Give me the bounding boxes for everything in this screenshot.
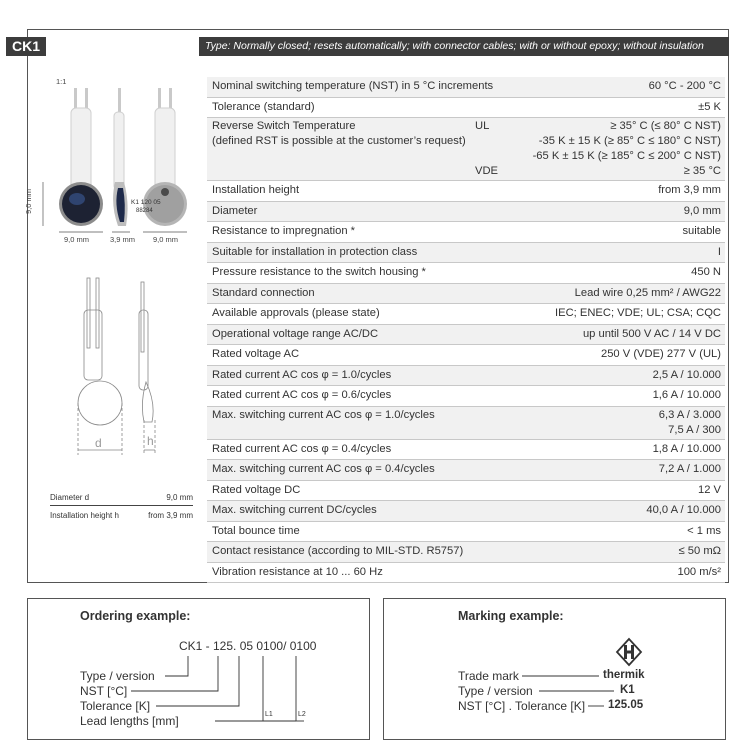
spec-label [207, 118, 475, 180]
scale-label: 1:1 [56, 77, 67, 86]
spec-label [207, 407, 659, 439]
spec-label: Contact resistance (according to MIL-STD. R5757) [212, 545, 464, 557]
ordering-line-type: Type / version [80, 669, 155, 683]
type-description-bar: Type: Normally closed; resets automatically; with connector cables; with or without epoxy; without insulation [199, 37, 729, 56]
spec-value: ≤ 50 mΩ [678, 545, 721, 557]
height-dimension-label: 9,0 mm [24, 188, 33, 214]
dims-label: Installation height h [50, 511, 119, 520]
spec-label: Available approvals (please state) [212, 307, 380, 319]
spec-row [207, 98, 725, 119]
spec-value [659, 407, 725, 439]
spec-value: 2,5 A / 10.000 [652, 368, 721, 381]
spec-label: Rated current AC cos φ = 0.4/cycles [212, 442, 392, 455]
spec-row [207, 263, 725, 284]
spec-row [207, 243, 725, 264]
marking-title: Marking example: [458, 609, 564, 623]
rst-value-4: ≥ 35 °C [683, 165, 721, 177]
spec-value: I [717, 245, 721, 258]
spec-value: < 1 ms [687, 524, 721, 537]
ul-marker: UL [475, 120, 490, 132]
ordering-line-lead: Lead lengths [mm] [80, 714, 179, 728]
rst-value-1: ≥ 35° C (≤ 80° C NST) [610, 120, 721, 132]
side-width-label: 3,9 mm [110, 235, 136, 244]
spec-label: Rated current AC cos φ = 0.6/cycles [212, 389, 392, 401]
ordering-line-tolerance: Tolerance [K] [80, 699, 151, 713]
spec-value: 12 V [697, 483, 721, 496]
spec-value: Lead wire 0,25 mm² / AWG22 [574, 286, 721, 299]
spec-row [207, 77, 725, 98]
l2-marker: L2 [298, 711, 306, 718]
spec-value: 100 m/s² [677, 565, 721, 578]
vde-marker: VDE [475, 165, 499, 177]
spec-label-text: Max. switching current AC cos φ = 1.0/cycles [212, 408, 435, 421]
spec-label: Max. switching current DC/cycles [212, 504, 377, 516]
product-tag: CK1 [6, 37, 46, 56]
spec-row [207, 325, 725, 346]
marking-label-nst: NST [°C] . Tolerance [K] [458, 699, 586, 713]
spec-label: Resistance to impregnation * [212, 225, 356, 237]
spec-value-2: 7,5 A / 300 [668, 423, 721, 436]
marking-example-box [383, 598, 726, 740]
spec-value: 1,8 A / 10.000 [652, 442, 721, 455]
marking-connector-lines [384, 599, 727, 741]
marking-value-nst: 125.05 [608, 699, 644, 711]
spec-value: suitable [682, 225, 721, 237]
sensor-views-illustration [30, 78, 202, 248]
ordering-line-nst: NST [°C] [80, 684, 128, 698]
spec-row [207, 460, 725, 481]
back-width-label: 9,0 mm [153, 235, 179, 244]
spec-label: Total bounce time [212, 524, 300, 537]
spec-value: 40,0 A / 10.000 [646, 504, 721, 516]
spec-label: Installation height [212, 184, 300, 196]
spec-row [207, 304, 725, 325]
spec-label: Vibration resistance at 10 ... 60 Hz [212, 565, 383, 578]
spec-row [207, 181, 725, 202]
side-view-sensor [113, 88, 128, 226]
dims-row [50, 506, 193, 522]
spec-row [207, 284, 725, 305]
spec-row [207, 563, 725, 584]
spec-row [207, 501, 725, 522]
front-width-label: 9,0 mm [64, 235, 90, 244]
spec-value: up until 500 V AC / 14 V DC [582, 327, 721, 340]
ordering-example-box [27, 598, 370, 740]
spec-row [207, 407, 725, 440]
specification-table [207, 77, 725, 583]
spec-label-line-1: Reverse Switch Temperature [212, 120, 356, 132]
dimensions-table [50, 492, 193, 522]
spec-row [207, 222, 725, 243]
dimension-drawing [60, 270, 200, 460]
rst-value-2: -35 K ± 15 K (≥ 85° C ≤ 180° C NST) [538, 135, 721, 147]
spec-row-reverse-switch [207, 118, 725, 181]
ordering-code: CK1 - 125. 05 0100/ 0100 [179, 639, 317, 653]
marking-label-type: Type / version [458, 684, 533, 698]
l1-marker: L1 [265, 711, 273, 718]
rst-value-3: -65 K ± 15 K (≥ 185° C ≤ 200° C NST) [532, 150, 721, 162]
spec-row [207, 542, 725, 563]
spec-row [207, 345, 725, 366]
spec-row [207, 522, 725, 543]
spec-value: 1,6 A / 10.000 [652, 389, 721, 401]
spec-label: Standard connection [212, 286, 315, 299]
diameter-d-label: d [95, 436, 102, 450]
spec-label: Rated current AC cos φ = 1.0/cycles [212, 368, 392, 381]
spec-label-line-2: (defined RST is possible at the customer’s request) [212, 135, 466, 147]
spec-label: Max. switching current AC cos φ = 0.4/cycles [212, 463, 435, 475]
spec-value: ±5 K [698, 100, 721, 113]
spec-label: Tolerance (standard) [212, 100, 315, 113]
spec-value: 60 °C - 200 °C [648, 80, 721, 92]
spec-row [207, 386, 725, 407]
spec-label: Rated voltage AC [212, 348, 300, 360]
spec-value: 9,0 mm [683, 204, 721, 217]
spec-label: Pressure resistance to the switch housing * [212, 266, 426, 278]
spec-row [207, 202, 725, 223]
spec-label: Operational voltage range AC/DC [212, 327, 379, 340]
spec-row [207, 440, 725, 461]
height-h-label: h [147, 434, 154, 448]
spec-label: Diameter [212, 204, 258, 217]
spec-label: Rated voltage DC [212, 483, 301, 496]
spec-value: from 3,9 mm [658, 184, 721, 196]
spec-value: 7,2 A / 1.000 [658, 463, 721, 475]
ordering-title: Ordering example: [80, 609, 191, 623]
spec-row [207, 481, 725, 502]
marking-value-trade-mark: thermik [603, 669, 645, 681]
front-view-sensor [59, 88, 103, 226]
sensor-marking-line-2: 88284 [136, 208, 153, 214]
spec-value: 250 V (VDE) 277 V (UL) [600, 348, 721, 360]
marking-value-type: K1 [620, 684, 635, 696]
marking-label-trade-mark: Trade mark [458, 669, 519, 683]
ordering-connector-lines [28, 599, 371, 741]
dims-value: 9,0 mm [166, 493, 193, 502]
dims-value: from 3,9 mm [148, 511, 193, 520]
spec-label: Nominal switching temperature (NST) in 5 °C increments [212, 80, 494, 92]
dims-label: Diameter d [50, 493, 90, 502]
spec-value [509, 118, 725, 180]
spec-value-1: 6,3 A / 3.000 [658, 408, 721, 421]
approval-markers [475, 118, 509, 180]
sensor-marking-line-1: K1 120 05 [131, 199, 161, 206]
spec-value: IEC; ENEC; VDE; UL; CSA; CQC [555, 307, 721, 319]
spec-row [207, 366, 725, 387]
spec-label: Suitable for installation in protection class [212, 245, 418, 258]
spec-value: 450 N [691, 266, 721, 278]
dims-row [50, 492, 193, 506]
